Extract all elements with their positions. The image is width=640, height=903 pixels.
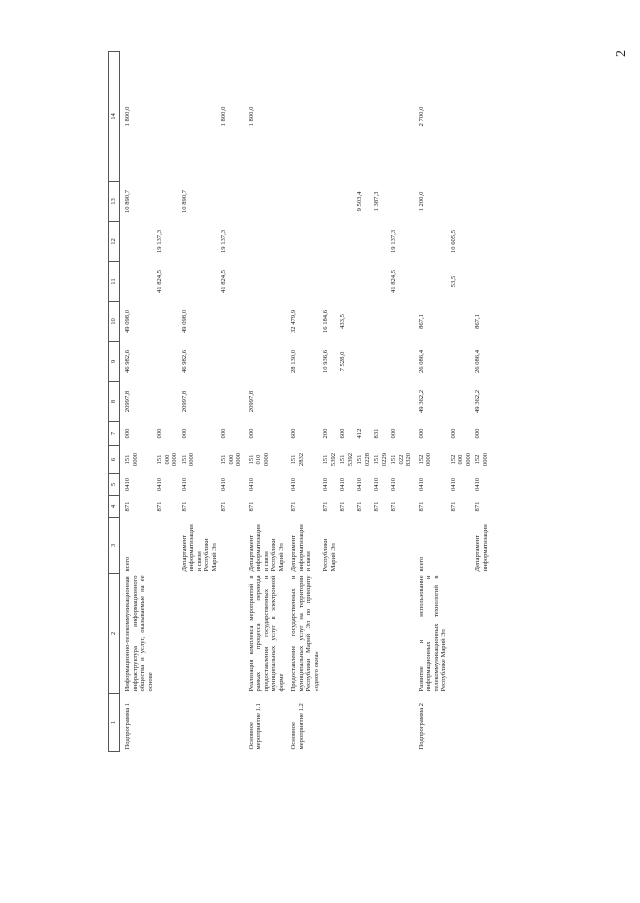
source-cell: Департамент информатизации и связи Республики Марий Эл xyxy=(180,524,218,572)
vr-cell: 000 xyxy=(417,428,425,439)
year-cell xyxy=(389,52,414,182)
csr-cell: 151 0000 xyxy=(124,452,139,467)
csr-cell: 151 0229 xyxy=(373,452,388,467)
program-cell xyxy=(449,694,474,752)
table-row xyxy=(120,52,156,752)
column-header-5: 5 xyxy=(109,474,120,496)
year-cell xyxy=(155,342,180,382)
grbs-cell: 871 xyxy=(474,501,481,512)
csr-cell: 152 0000 xyxy=(474,452,489,467)
year-cell xyxy=(372,382,389,422)
rzpr-cell: 0410 xyxy=(390,477,397,492)
year-cell xyxy=(321,222,338,262)
grbs-cell: 871 xyxy=(417,501,425,512)
year-cell: 28 130,0 xyxy=(290,349,297,374)
vr-cell: 000 xyxy=(156,428,163,439)
page-number: 2 xyxy=(614,50,629,57)
year-cell: 41 824,5 xyxy=(220,269,227,294)
grbs-cell: 871 xyxy=(373,501,380,512)
column-header-11: 11 xyxy=(109,262,120,302)
year-cell: 867,1 xyxy=(474,314,481,329)
grbs-cell: 871 xyxy=(220,501,227,512)
program-cell: Основное мероприятие 1.2 xyxy=(290,703,305,750)
vr-cell: 412 xyxy=(356,428,363,439)
column-header-9: 9 xyxy=(109,342,120,382)
table-row xyxy=(473,52,490,752)
program-cell xyxy=(321,694,338,752)
csr-cell: 152 000 0000 xyxy=(449,452,472,467)
column-header-2: 2 xyxy=(109,574,120,694)
year-cell xyxy=(286,222,321,262)
year-cell xyxy=(338,382,355,422)
year-cell xyxy=(449,302,474,342)
description-cell xyxy=(449,574,474,694)
year-cell: 19 137,3 xyxy=(220,229,227,254)
year-cell xyxy=(389,382,414,422)
year-cell: 49 362,2 xyxy=(474,389,481,414)
year-cell: 41 824,5 xyxy=(390,269,397,294)
vr-cell: 000 xyxy=(474,428,481,439)
vr-cell: 000 xyxy=(124,428,131,439)
year-cell: 53,5 xyxy=(449,275,457,288)
table-row xyxy=(286,52,321,752)
year-cell: 32 479,9 xyxy=(290,309,297,334)
year-cell xyxy=(338,182,355,222)
table-row xyxy=(321,52,338,752)
year-cell: 49 098,0 xyxy=(124,309,131,334)
year-cell xyxy=(321,382,338,422)
program-cell: Подпрограмма 2 xyxy=(417,703,425,750)
year-cell xyxy=(355,382,372,422)
year-cell: 49 362,2 xyxy=(417,389,425,414)
year-cell xyxy=(244,182,287,222)
rzpr-cell: 0410 xyxy=(220,477,227,492)
grbs-cell: 871 xyxy=(247,501,255,512)
table-row xyxy=(414,52,449,752)
vr-cell: 000 xyxy=(390,428,397,439)
csr-cell: 151 0228 xyxy=(356,452,371,467)
year-cell: 10 890,7 xyxy=(180,189,188,214)
program-cell: Основное мероприятие 1.1 xyxy=(247,703,262,750)
description-cell xyxy=(180,574,220,694)
csr-cell: 151 5392 xyxy=(322,452,337,467)
description-cell xyxy=(355,574,372,694)
year-cell xyxy=(372,262,389,302)
vr-cell: 600 xyxy=(290,428,297,439)
year-cell xyxy=(219,342,244,382)
rzpr-cell: 0410 xyxy=(373,477,380,492)
year-cell xyxy=(414,222,449,262)
year-cell: 1 800,0 xyxy=(247,106,255,127)
year-cell xyxy=(473,52,490,182)
rzpr-cell: 0410 xyxy=(474,477,481,492)
source-cell: Департамент информатизации xyxy=(474,524,489,572)
year-cell: 20997,8 xyxy=(124,390,131,413)
year-cell xyxy=(449,52,474,182)
year-cell xyxy=(372,52,389,182)
source-cell xyxy=(372,518,389,574)
grbs-cell: 871 xyxy=(156,501,163,512)
csr-cell: 151 000 0000 xyxy=(220,452,242,467)
year-cell xyxy=(414,262,449,302)
program-cell xyxy=(389,694,414,752)
year-cell xyxy=(389,182,414,222)
year-cell xyxy=(372,222,389,262)
year-cell xyxy=(155,52,180,182)
year-cell: 20997,8 xyxy=(247,390,255,413)
year-cell xyxy=(372,302,389,342)
rzpr-cell: 0410 xyxy=(124,477,131,492)
column-header-12: 12 xyxy=(109,222,120,262)
rzpr-cell: 0410 xyxy=(156,477,163,492)
table-row xyxy=(355,52,372,752)
column-header-7: 7 xyxy=(109,422,120,446)
year-cell: 46 982,6 xyxy=(124,349,131,374)
vr-cell: 000 xyxy=(247,428,255,439)
description-cell xyxy=(155,574,180,694)
year-cell xyxy=(355,52,372,182)
year-cell xyxy=(286,262,321,302)
vr-cell: 000 xyxy=(220,428,227,439)
budget-table xyxy=(108,51,490,752)
year-cell xyxy=(155,182,180,222)
description-cell: Информационно-телекоммуникационная инфраструктура информационного общества и услуг, оказываемые на ее основе xyxy=(124,575,154,692)
column-header-13: 13 xyxy=(109,182,120,222)
grbs-cell: 871 xyxy=(124,501,131,512)
year-cell: 41 824,5 xyxy=(156,269,163,294)
program-cell: Подпрограмма 1 xyxy=(124,703,131,750)
rzpr-cell: 0410 xyxy=(356,477,363,492)
vr-cell: 600 xyxy=(339,428,346,439)
program-cell xyxy=(180,694,220,752)
year-cell xyxy=(449,342,474,382)
source-cell xyxy=(449,518,474,574)
table-row xyxy=(244,52,287,752)
table-row xyxy=(155,52,180,752)
year-cell xyxy=(244,302,287,342)
year-cell xyxy=(219,382,244,422)
rzpr-cell: 0410 xyxy=(322,477,329,492)
description-cell xyxy=(338,574,355,694)
year-cell xyxy=(372,342,389,382)
grbs-cell: 871 xyxy=(180,501,188,512)
year-cell xyxy=(180,222,220,262)
table-row xyxy=(389,52,414,752)
table-row xyxy=(449,52,474,752)
year-cell: 20997,8 xyxy=(180,390,188,413)
rzpr-cell: 0410 xyxy=(180,477,188,492)
csr-cell: 151 022 8320 xyxy=(390,452,412,467)
table-row xyxy=(372,52,389,752)
year-cell: 10 936,6 xyxy=(322,349,329,374)
grbs-cell: 871 xyxy=(390,501,397,512)
year-cell: 433,5 xyxy=(339,314,346,329)
year-cell xyxy=(473,262,490,302)
csr-cell: 152 0000 xyxy=(417,452,432,467)
description-cell xyxy=(389,574,414,694)
table-row xyxy=(219,52,244,752)
rzpr-cell: 0410 xyxy=(290,477,297,492)
source-cell: всего xyxy=(124,556,131,572)
csr-cell: 151 5392 xyxy=(339,452,354,467)
year-cell: 1 800,0 xyxy=(220,106,227,127)
year-cell xyxy=(355,222,372,262)
table-row xyxy=(338,52,355,752)
description-cell: Развитие и использование информационных и телекоммуникационных технологий в Республике Марий Эл xyxy=(417,575,447,692)
year-cell: 16 184,6 xyxy=(322,309,329,334)
year-cell xyxy=(355,302,372,342)
source-cell xyxy=(389,518,414,574)
year-cell: 2 700,0 xyxy=(417,106,425,127)
column-header-8: 8 xyxy=(109,382,120,422)
source-cell xyxy=(338,518,355,574)
year-cell xyxy=(180,52,220,182)
year-cell xyxy=(219,302,244,342)
year-cell xyxy=(244,262,287,302)
csr-cell: 151 010 0000 xyxy=(247,452,270,467)
year-cell: 867,1 xyxy=(417,314,425,329)
program-cell xyxy=(355,694,372,752)
vr-cell: 000 xyxy=(180,428,188,439)
vr-cell: 000 xyxy=(449,428,457,439)
grbs-cell: 871 xyxy=(449,501,457,512)
year-cell xyxy=(473,182,490,222)
year-cell xyxy=(355,262,372,302)
year-cell xyxy=(155,302,180,342)
year-cell xyxy=(338,222,355,262)
source-cell: всего xyxy=(417,556,425,572)
year-cell xyxy=(338,262,355,302)
source-cell xyxy=(355,518,372,574)
column-header-10: 10 xyxy=(109,302,120,342)
source-cell xyxy=(155,518,180,574)
description-cell: Реализация комплекса мероприятий в рамках процесса перевода предоставления государственных и муниципальных услуг в электронной форме xyxy=(247,575,285,692)
year-cell xyxy=(355,342,372,382)
year-cell xyxy=(155,382,180,422)
year-cell: 26 086,4 xyxy=(474,349,481,374)
year-cell xyxy=(286,382,321,422)
year-cell xyxy=(321,52,338,182)
year-cell xyxy=(321,262,338,302)
year-cell: 7 528,0 xyxy=(339,351,346,372)
description-cell xyxy=(473,574,490,694)
year-cell: 1 387,3 xyxy=(373,191,380,212)
year-cell xyxy=(389,342,414,382)
year-cell xyxy=(321,182,338,222)
year-cell xyxy=(389,302,414,342)
rzpr-cell: 0410 xyxy=(417,477,425,492)
grbs-cell: 871 xyxy=(322,501,329,512)
vr-cell: 200 xyxy=(322,428,329,439)
year-cell xyxy=(219,182,244,222)
vr-cell: 831 xyxy=(373,428,380,439)
description-cell xyxy=(372,574,389,694)
year-cell xyxy=(338,52,355,182)
year-cell: 1 200,0 xyxy=(417,191,425,212)
year-cell xyxy=(244,342,287,382)
rzpr-cell: 0410 xyxy=(449,477,457,492)
year-cell xyxy=(286,182,321,222)
description-cell: Предоставление государственных и муниципальных услуг на территории Республики Марий Эл по принципу «одного окна» xyxy=(290,575,320,692)
year-cell: 10 890,7 xyxy=(124,189,131,214)
year-cell xyxy=(449,182,474,222)
table-row xyxy=(180,52,220,752)
description-cell xyxy=(321,574,338,694)
year-cell xyxy=(180,262,220,302)
description-cell xyxy=(219,574,244,694)
year-cell xyxy=(120,262,156,302)
grbs-cell: 871 xyxy=(356,501,363,512)
source-cell: Департамент информатизации и связи Республики Марий Эл xyxy=(247,524,285,572)
year-cell: 19 137,3 xyxy=(390,229,397,254)
column-header-14: 14 xyxy=(109,52,120,182)
year-cell: 9 503,4 xyxy=(356,191,363,212)
grbs-cell: 871 xyxy=(339,501,346,512)
grbs-cell: 871 xyxy=(290,501,297,512)
year-cell: 10 605,5 xyxy=(449,229,457,254)
year-cell xyxy=(244,222,287,262)
column-header-3: 3 xyxy=(109,518,120,574)
rzpr-cell: 0410 xyxy=(247,477,255,492)
year-cell xyxy=(473,222,490,262)
program-cell xyxy=(338,694,355,752)
source-cell xyxy=(219,518,244,574)
year-cell: 49 098,0 xyxy=(180,309,188,334)
column-number-header-row xyxy=(109,52,120,752)
source-cell: Республики Марий Эл xyxy=(322,538,337,572)
year-cell: 46 982,6 xyxy=(180,349,188,374)
program-cell xyxy=(473,694,490,752)
year-cell xyxy=(449,382,474,422)
year-cell: 1 800,0 xyxy=(124,106,131,127)
program-cell xyxy=(372,694,389,752)
year-cell: 26 086,4 xyxy=(417,349,425,374)
year-cell xyxy=(120,222,156,262)
rotated-table-region xyxy=(108,52,613,752)
program-cell xyxy=(219,694,244,752)
csr-cell: 151 0000 xyxy=(180,452,195,467)
csr-cell: 151 2832 xyxy=(290,452,305,467)
rzpr-cell: 0410 xyxy=(339,477,346,492)
table-body xyxy=(120,52,491,752)
year-cell: 19 137,3 xyxy=(156,229,163,254)
program-cell xyxy=(155,694,180,752)
source-cell: Департамент информатизации и связи xyxy=(290,524,312,572)
year-cell xyxy=(286,52,321,182)
csr-cell: 151 000 0000 xyxy=(156,452,178,467)
column-header-4: 4 xyxy=(109,496,120,518)
column-header-1: 1 xyxy=(109,694,120,752)
column-header-6: 6 xyxy=(109,446,120,474)
